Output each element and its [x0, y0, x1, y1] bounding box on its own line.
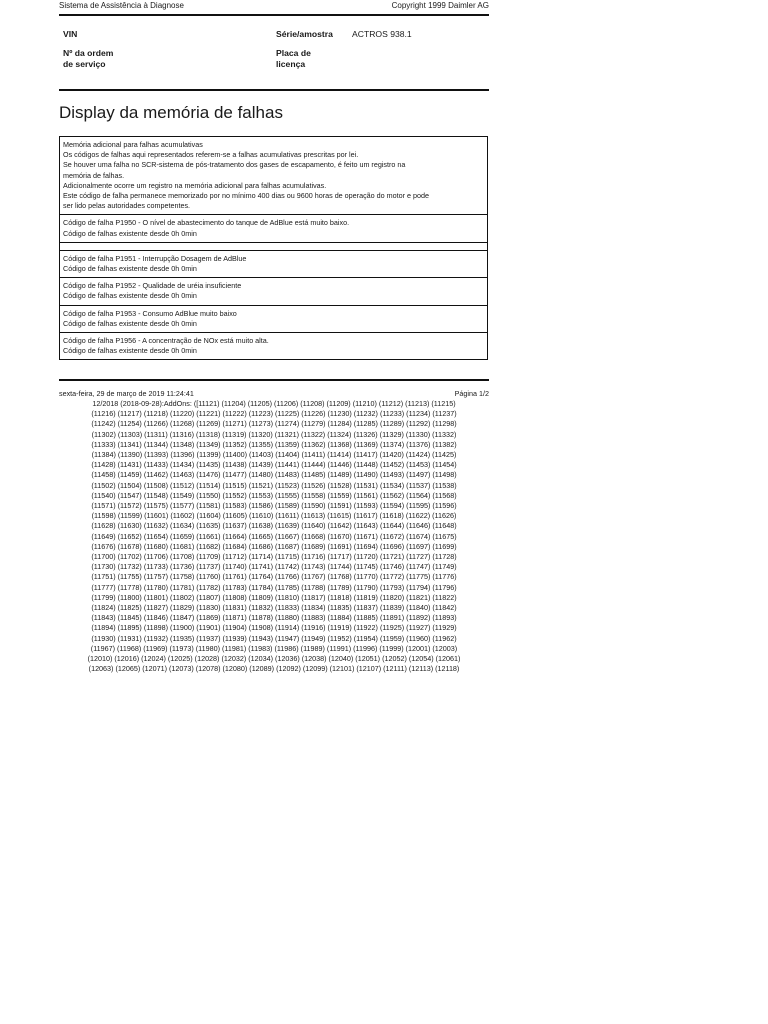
series-label: Série/amostra: [276, 29, 333, 39]
addons-line: (11824) (11825) (11827) (11829) (11830) (11831) (11832) (11833) (11834) (11835) (11837) (11839) (11840) (11842): [91, 603, 457, 613]
plate-label-line2: licença: [276, 59, 306, 69]
fault-since-line: Código de falhas existente desde 0h 0min: [63, 318, 197, 328]
addons-line: (11777) (11778) (11780) (11781) (11782) (11783) (11784) (11785) (11788) (11789) (11790) (11793) (11794) (11796): [91, 582, 457, 592]
vin-label: VIN: [63, 29, 78, 39]
intro-cell: [60, 137, 487, 215]
addons-line: (11843) (11845) (11846) (11847) (11869) (11871) (11878) (11880) (11883) (11884) (11885) (11891) (11892) (11893): [91, 613, 457, 623]
addons-line: (11216) (11217) (11218) (11220) (11221) (11222) (11223) (11225) (11226) (11230) (11232) (11233) (11234) (11237): [91, 409, 457, 419]
vehicle-info-divider: [59, 89, 489, 91]
addons-line: (11700) (11702) (11706) (11708) (11709) (11712) (11714) (11715) (11716) (11717) (11720) (11721) (11727) (11728): [91, 552, 457, 562]
series-value: ACTROS 938.1: [352, 29, 412, 39]
intro-line: Memória adicional para falhas acumulativas: [63, 140, 203, 149]
addons-list: [59, 399, 489, 674]
addons-line: (11571) (11572) (11575) (11577) (11581) (11583) (11586) (11589) (11590) (11591) (11593) (11594) (11595) (11596): [91, 501, 457, 511]
addons-line: (11333) (11341) (11344) (11348) (11349) (11352) (11355) (11359) (11362) (11368) (11369) (11374) (11376) (11382): [91, 439, 457, 449]
addons-line: (11676) (11678) (11680) (11681) (11682) (11684) (11686) (11687) (11689) (11691) (11694) (11696) (11697) (11699): [91, 541, 457, 551]
addons-line: (11628) (11630) (11632) (11634) (11635) (11637) (11638) (11639) (11640) (11642) (11643) (11644) (11646) (11648): [91, 521, 457, 531]
addons-line: (11799) (11800) (11801) (11802) (11807) (11808) (11809) (11810) (11817) (11818) (11819) (11820) (11821) (11822): [91, 592, 457, 602]
intro-line: memória de falhas.: [63, 170, 125, 180]
addons-line: (12063) (12065) (12071) (12073) (12078) (12080) (12089) (12092) (12099) (12101) (12107) (12111) (12113) (12118): [88, 664, 460, 674]
fault-since-line: Código de falhas existente desde 0h 0min: [63, 346, 197, 356]
intro-line: Adicionalmente ocorre um registro na memória adicional para falhas acumulativas.: [63, 180, 327, 190]
fault-table: [59, 136, 488, 360]
fault-code-line: Código de falha P1951 - Interrupção Dosagem de AdBlue: [63, 253, 247, 263]
fault-entry: [60, 215, 487, 242]
copyright: Copyright 1999 Daimler AG: [391, 1, 489, 10]
print-date: sexta-feira, 29 de março de 2019 11:24:41: [59, 389, 194, 398]
fault-entry: [60, 333, 487, 359]
fault-code-line: Código de falha P1952 - Qualidade de uréia insuficiente: [63, 281, 242, 291]
intro-line: Este código de falha permanece memorizado por no mínimo 400 dias ou 9600 horas de operação do motor e pode: [63, 191, 429, 201]
addons-line: (11302) (11303) (11311) (11316) (11318) (11319) (11320) (11321) (11322) (11324) (11326) (11329) (11330) (11332): [91, 429, 457, 439]
addons-line: (11649) (11652) (11654) (11659) (11661) (11664) (11665) (11667) (11668) (11670) (11671) (11672) (11674) (11675): [91, 531, 457, 541]
page-number: Página 1/2: [454, 389, 489, 398]
fault-since-line: Código de falhas existente desde 0h 0min: [63, 264, 197, 274]
plate-label-line1: Placa de: [276, 48, 311, 58]
addons-line: (11730) (11732) (11733) (11736) (11737) (11740) (11741) (11742) (11743) (11744) (11745) (11746) (11747) (11749): [91, 562, 457, 572]
addons-line: (11540) (11547) (11548) (11549) (11550) (11552) (11553) (11555) (11558) (11559) (11561) (11562) (11564) (11568): [91, 490, 457, 500]
fault-entry: [60, 306, 487, 333]
fault-entry: [60, 278, 487, 305]
fault-code-line: Código de falha P1956 - A concentração de NOx está muito alta.: [63, 336, 269, 346]
header-divider: [59, 14, 489, 16]
fault-since-line: Código de falhas existente desde 0h 0min: [63, 228, 197, 238]
page-title: Display da memória de falhas: [59, 103, 283, 122]
addons-line: (11458) (11459) (11462) (11463) (11476) (11477) (11480) (11483) (11485) (11489) (11490) (11493) (11497) (11498): [91, 470, 457, 480]
fault-code-line: Código de falha P1953 - Consumo AdBlue muito baixo: [63, 308, 237, 318]
order-label-line2: de serviço: [63, 59, 106, 69]
intro-line: Os códigos de falhas aqui representados referem-se a falhas acumulativas prescritas por lei.: [63, 150, 359, 160]
intro-line: Se houver uma falha no SCR-sistema de pós-tratamento dos gases de escapamento, é feito um registro na: [63, 160, 406, 170]
fault-since-line: Código de falhas existente desde 0h 0min: [63, 291, 197, 301]
order-label-line1: Nº da ordem: [63, 48, 114, 58]
addons-line: (11598) (11599) (11601) (11602) (11604) (11605) (11610) (11611) (11613) (11615) (11617) (11618) (11622) (11626): [91, 511, 457, 521]
addons-line: (11894) (11895) (11898) (11900) (11901) (11904) (11908) (11914) (11916) (11919) (11922) (11925) (11927) (11929): [91, 623, 457, 633]
fault-code-line: Código de falha P1950 - O nível de abastecimento do tanque de AdBlue está muito baixo.: [63, 218, 350, 228]
addons-line: (11502) (11504) (11508) (11512) (11514) (11515) (11521) (11523) (11526) (11528) (11531) (11534) (11537) (11538): [91, 480, 457, 490]
addons-line: (11428) (11431) (11433) (11434) (11435) (11438) (11439) (11441) (11444) (11446) (11448) (11452) (11453) (11454): [91, 460, 457, 470]
addons-line: (12010) (12016) (12024) (12025) (12028) (12032) (12034) (12036) (12038) (12040) (12051) (12052) (12054) (12061): [87, 654, 461, 664]
addons-line: (11242) (11254) (11266) (11268) (11269) (11271) (11273) (11274) (11279) (11284) (11285) (11289) (11292) (11298): [91, 419, 457, 429]
addons-line: (11967) (11968) (11969) (11973) (11980) (11981) (11983) (11986) (11989) (11991) (11996) (11999) (12001) (12003): [90, 643, 458, 653]
document-header: [59, 1, 489, 13]
footer-divider: [59, 379, 489, 381]
addons-line: 12/2018 (2018-09-28):AddOns: ([11121) (11204) (11205) (11206) (11208) (11209) (11210) (11212) (11213) (11215): [92, 399, 456, 408]
intro-line: ser lido pelas autoridades competentes.: [63, 201, 191, 211]
addons-line: (11384) (11390) (11393) (11396) (11399) (11400) (11403) (11404) (11411) (11414) (11417) (11420) (11424) (11425): [91, 450, 457, 460]
row-spacer: [60, 243, 487, 251]
addons-line: (11751) (11755) (11757) (11758) (11760) (11761) (11764) (11766) (11767) (11768) (11770) (11772) (11775) (11776): [91, 572, 457, 582]
app-name: Sistema de Assistência à Diagnose: [59, 1, 184, 10]
fault-entry: [60, 251, 487, 278]
addons-line: (11930) (11931) (11932) (11935) (11937) (11939) (11943) (11947) (11949) (11952) (11954) (11959) (11960) (11962): [91, 633, 457, 643]
